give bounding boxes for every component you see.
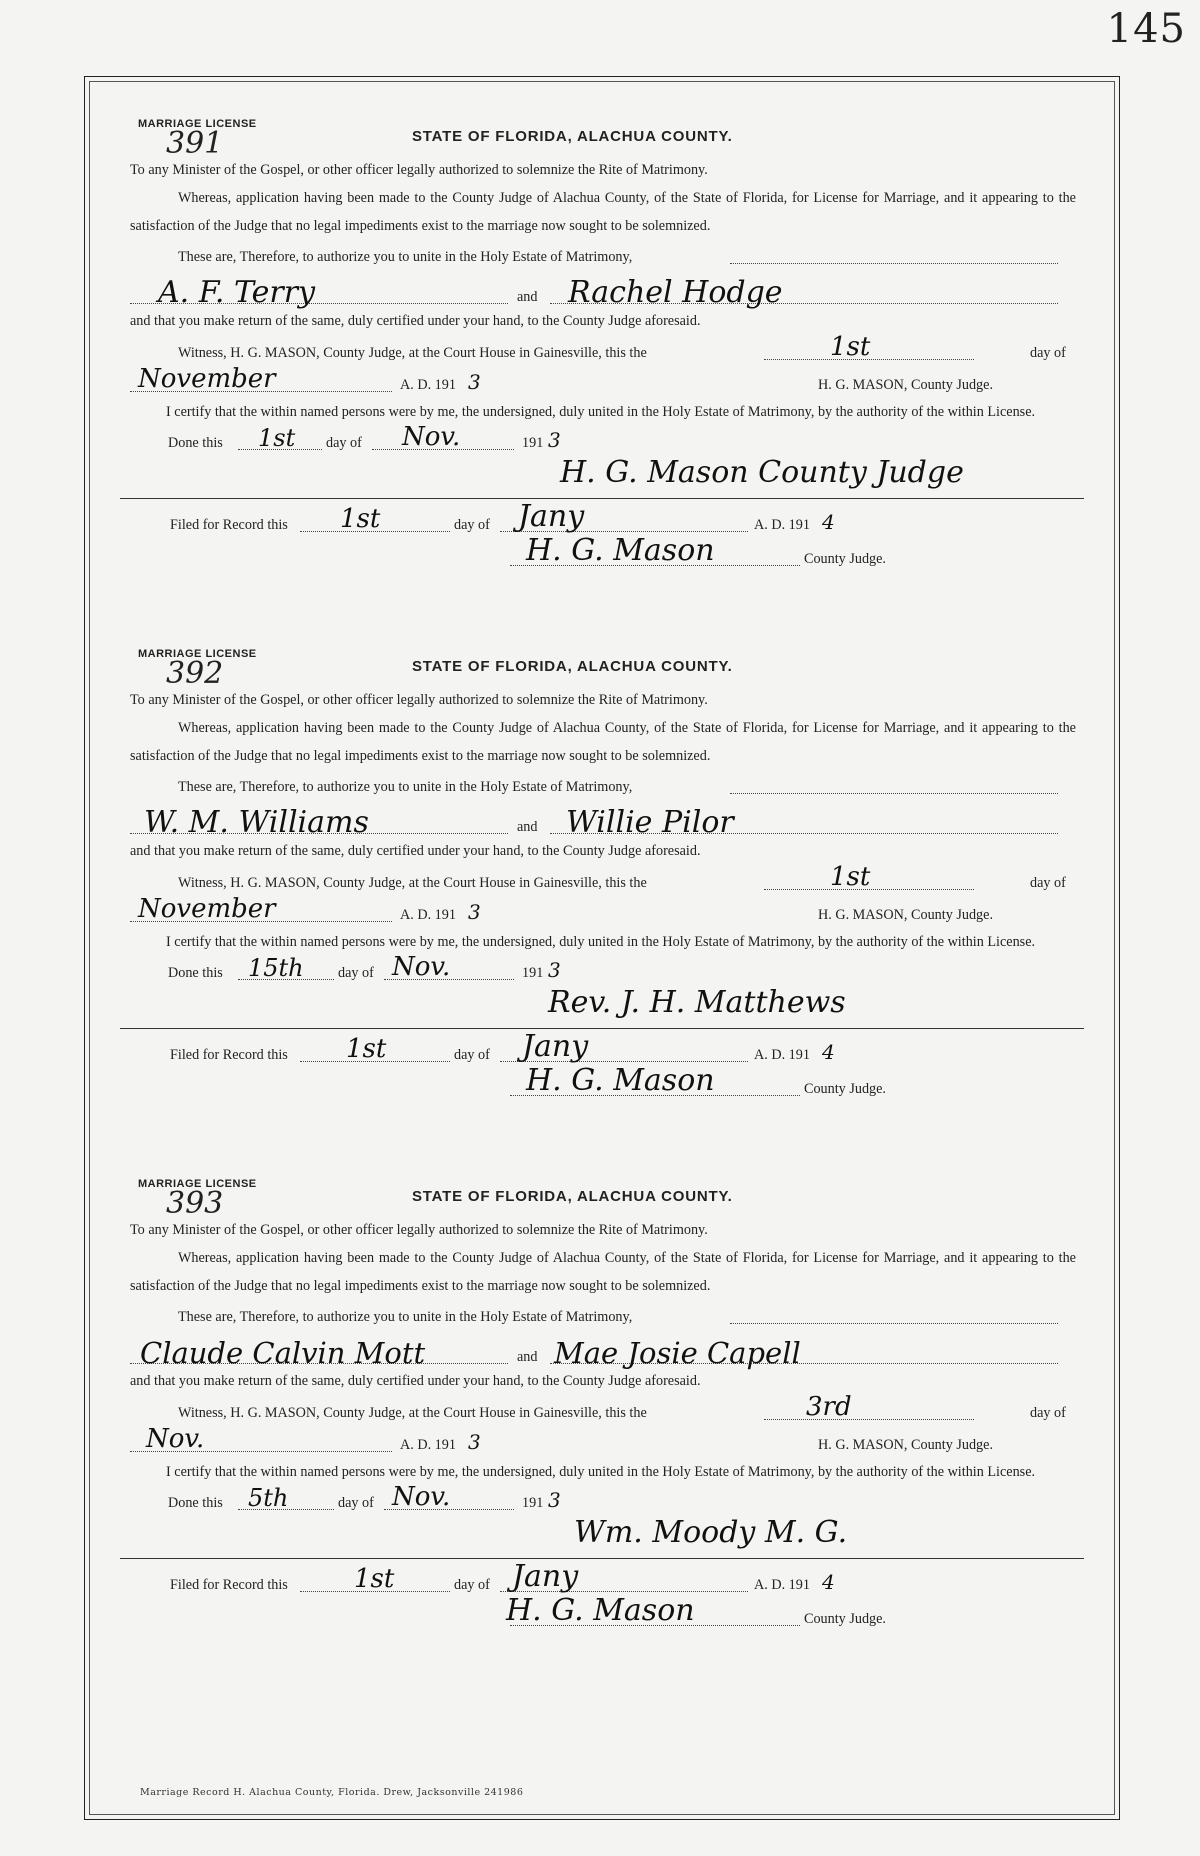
year-prefix: 191 [522, 1495, 544, 1511]
certify-paragraph: I certify that the within named persons were by me, the undersigned, duly united in the Holy Estate of Matrimony, by the authority of the within License. [166, 934, 1036, 950]
these-are-line: These are, Therefore, to authorize you to unite in the Holy Estate of Matrimony, [178, 779, 633, 795]
license-number: 391 [166, 126, 224, 161]
witness-year: 3 [468, 900, 481, 924]
witness-line: Witness, H. G. MASON, County Judge, at the Court House in Gainesville, this the [178, 875, 647, 891]
done-day: 15th [248, 954, 304, 982]
ad-label: A. D. 191 [400, 377, 456, 393]
witness-day: 3rd [806, 1392, 852, 1422]
witness-day: 1st [830, 332, 871, 362]
marriage-license-393 [130, 1178, 1076, 1632]
done-year: 3 [548, 1488, 561, 1512]
witness-year: 3 [468, 370, 481, 394]
whereas-paragraph: Whereas, application having been made to the County Judge of Alachua County, of the State of Florida, for License for Marriage, and it appearing to the satisfaction of the Judge that no legal impediments exist to the marriage now sought to be solemnized. [130, 1250, 1076, 1294]
license-number: 392 [166, 656, 224, 691]
these-are-line: These are, Therefore, to authorize you to unite in the Holy Estate of Matrimony, [178, 249, 633, 265]
done-year: 3 [548, 428, 561, 452]
and-label: and [517, 289, 538, 305]
witness-line: Witness, H. G. MASON, County Judge, at the Court House in Gainesville, this the [178, 345, 647, 361]
officiant-signature: Wm. Moody M. G. [574, 1515, 848, 1550]
year-prefix: 191 [522, 435, 544, 451]
filed-label: Filed for Record this [170, 517, 288, 533]
bride-name: Willie Pilor [566, 805, 734, 840]
license-label: MARRIAGE LICENSE [138, 1178, 257, 1190]
day-of-label: day of [1030, 345, 1066, 361]
officiant-signature: Rev. J. H. Matthews [548, 985, 846, 1020]
day-of-label: day of [1030, 1405, 1066, 1421]
day-of-label: day of [326, 435, 362, 451]
whereas-paragraph: Whereas, application having been made to the County Judge of Alachua County, of the State of Florida, for License for Marriage, and it appearing to the satisfaction of the Judge that no legal impediments exist to the marriage now sought to be solemnized. [130, 720, 1076, 764]
license-title: STATE OF FLORIDA, ALACHUA COUNTY. [412, 658, 733, 675]
filed-day: 1st [340, 504, 381, 534]
done-year: 3 [548, 958, 561, 982]
and-label: and [517, 819, 538, 835]
section-rule [120, 1028, 1084, 1029]
to-minister-line: To any Minister of the Gospel, or other officer legally authorized to solemnize the Rite of Matrimony. [130, 692, 708, 708]
return-line: and that you make return of the same, duly certified under your hand, to the County Judge aforesaid. [130, 843, 701, 859]
page-number: 145 [1106, 6, 1186, 52]
ad-label: A. D. 191 [400, 1437, 456, 1453]
bride-name: Mae Josie Capell [554, 1336, 801, 1370]
done-this-label: Done this [168, 1495, 223, 1511]
return-line: and that you make return of the same, duly certified under your hand, to the County Judge aforesaid. [130, 1373, 701, 1389]
judge-signature-print: H. G. MASON, County Judge. [818, 377, 993, 393]
ad-label: A. D. 191 [754, 1047, 810, 1063]
license-label: MARRIAGE LICENSE [138, 118, 257, 130]
marriage-license-392 [130, 648, 1076, 1102]
groom-name: A. F. Terry [158, 275, 316, 310]
ad-label: A. D. 191 [754, 517, 810, 533]
certify-paragraph: I certify that the within named persons were by me, the undersigned, duly united in the Holy Estate of Matrimony, by the authority of the within License. [166, 404, 1036, 420]
witness-year: 3 [468, 1430, 481, 1454]
judge-signature-print: H. G. MASON, County Judge. [818, 907, 993, 923]
day-of-label: day of [454, 1047, 490, 1063]
done-day: 1st [258, 424, 296, 452]
filed-day: 1st [346, 1034, 387, 1064]
and-label: and [517, 1349, 538, 1365]
year-prefix: 191 [522, 965, 544, 981]
to-minister-line: To any Minister of the Gospel, or other officer legally authorized to solemnize the Rite of Matrimony. [130, 162, 708, 178]
witness-month: November [138, 894, 276, 924]
to-minister-line: To any Minister of the Gospel, or other officer legally authorized to solemnize the Rite of Matrimony. [130, 1222, 708, 1238]
witness-day: 1st [830, 862, 871, 892]
filed-month: Jany [512, 1559, 579, 1594]
license-label: MARRIAGE LICENSE [138, 648, 257, 660]
whereas-paragraph: Whereas, application having been made to the County Judge of Alachua County, of the State of Florida, for License for Marriage, and it appearing to the satisfaction of the Judge that no legal impediments exist to the marriage now sought to be solemnized. [130, 190, 1076, 234]
groom-name: Claude Calvin Mott [140, 1336, 426, 1370]
officiant-signature: H. G. Mason County Judge [560, 455, 964, 490]
printer-imprint: Marriage Record H. Alachua County, Florida. Drew, Jacksonville 241986 [140, 1787, 524, 1798]
filed-signature: H. G. Mason [506, 1593, 695, 1628]
done-this-label: Done this [168, 435, 223, 451]
filed-signature: H. G. Mason [526, 533, 715, 568]
certify-paragraph: I certify that the within named persons were by me, the undersigned, duly united in the Holy Estate of Matrimony, by the authority of the within License. [166, 1464, 1036, 1480]
ad-label: A. D. 191 [400, 907, 456, 923]
return-line: and that you make return of the same, duly certified under your hand, to the County Judge aforesaid. [130, 313, 701, 329]
done-month: Nov. [402, 422, 461, 452]
witness-line: Witness, H. G. MASON, County Judge, at the Court House in Gainesville, this the [178, 1405, 647, 1421]
done-day: 5th [248, 1484, 289, 1512]
marriage-license-391 [130, 118, 1076, 572]
license-number: 393 [166, 1186, 224, 1221]
license-title: STATE OF FLORIDA, ALACHUA COUNTY. [412, 1188, 733, 1205]
filed-year: 4 [822, 1040, 835, 1064]
filed-month: Jany [518, 499, 585, 534]
these-are-line: These are, Therefore, to authorize you to unite in the Holy Estate of Matrimony, [178, 1309, 633, 1325]
groom-name: W. M. Williams [144, 805, 369, 840]
filed-label: Filed for Record this [170, 1047, 288, 1063]
county-judge-label: County Judge. [804, 1081, 886, 1097]
day-of-label: day of [454, 517, 490, 533]
day-of-label: day of [1030, 875, 1066, 891]
bride-name: Rachel Hodge [568, 275, 783, 310]
filed-year: 4 [822, 510, 835, 534]
filed-label: Filed for Record this [170, 1577, 288, 1593]
filed-month: Jany [522, 1029, 589, 1064]
day-of-label: day of [454, 1577, 490, 1593]
ad-label: A. D. 191 [754, 1577, 810, 1593]
filed-year: 4 [822, 1570, 835, 1594]
section-rule [120, 498, 1084, 499]
witness-month: November [138, 364, 276, 394]
filed-signature: H. G. Mason [526, 1063, 715, 1098]
day-of-label: day of [338, 1495, 374, 1511]
judge-signature-print: H. G. MASON, County Judge. [818, 1437, 993, 1453]
section-rule [120, 1558, 1084, 1559]
filed-day: 1st [354, 1564, 395, 1594]
license-title: STATE OF FLORIDA, ALACHUA COUNTY. [412, 128, 733, 145]
county-judge-label: County Judge. [804, 551, 886, 567]
done-month: Nov. [392, 952, 451, 982]
county-judge-label: County Judge. [804, 1611, 886, 1627]
witness-month: Nov. [146, 1424, 205, 1454]
done-month: Nov. [392, 1482, 451, 1512]
done-this-label: Done this [168, 965, 223, 981]
day-of-label: day of [338, 965, 374, 981]
